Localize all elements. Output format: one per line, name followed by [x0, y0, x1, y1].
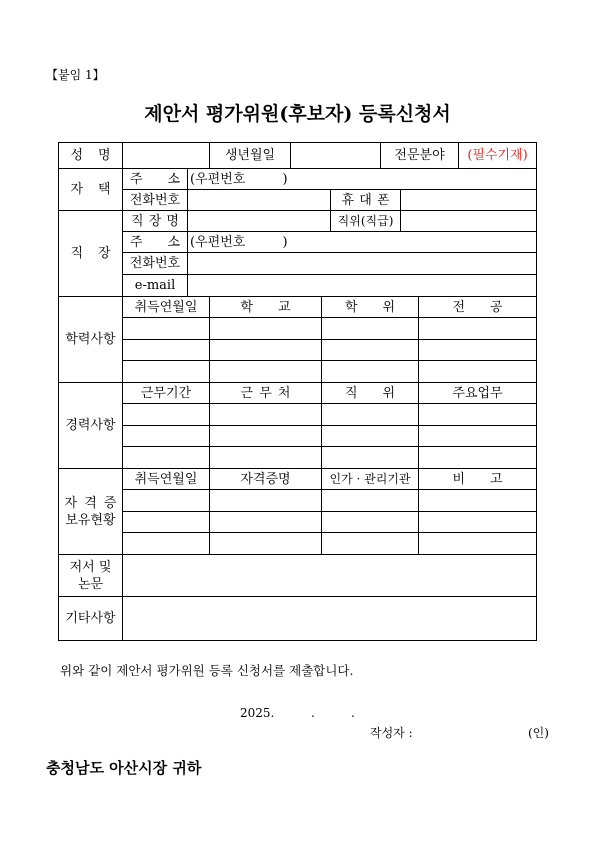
education-major-cell [419, 318, 537, 340]
education-label: 학력사항 [59, 297, 123, 383]
attachment-label: 【붙임 1】 [46, 68, 105, 82]
certificate-col-date: 취득연월일 [123, 469, 210, 490]
career-header-row [59, 383, 537, 404]
education-school-cell [210, 318, 322, 340]
certificate-name-cell [210, 533, 322, 555]
position-label: 직위(직급) [331, 211, 401, 232]
position-value-cell [401, 211, 537, 232]
certificate-date-cell [123, 490, 210, 512]
education-date-cell [123, 361, 210, 383]
certificate-row [59, 533, 537, 555]
other-label: 기타사항 [59, 597, 123, 641]
publications-label-line1: 저서 및 [69, 559, 112, 575]
career-col-duties: 주요업무 [419, 383, 537, 404]
certificate-authority-cell [322, 533, 419, 555]
date-month-mark: . [311, 706, 315, 720]
education-degree-cell [322, 340, 419, 361]
certificate-header-row [59, 469, 537, 490]
seal-label: (인) [528, 726, 549, 740]
birthdate-value-cell [291, 143, 381, 169]
education-col-major-cell [419, 297, 537, 318]
home-address-value: (우편번호 ) [188, 169, 537, 190]
work-address-value: (우편번호 ) [188, 232, 537, 253]
author-label: 작성자 : [370, 726, 413, 740]
home-label: 자 택 [70, 182, 111, 197]
education-degree-cell [322, 318, 419, 340]
specialty-label: 전문분야 [381, 143, 459, 169]
work-label: 직 장 [70, 246, 111, 261]
workplace-name-row [59, 211, 537, 232]
certificate-row [59, 490, 537, 512]
career-period-cell [123, 447, 210, 469]
home-address-row [59, 169, 537, 190]
certificate-authority-cell [322, 490, 419, 512]
home-address-label-cell [123, 169, 188, 190]
work-address-label-cell [123, 232, 188, 253]
mobile-value-cell [401, 190, 537, 211]
mobile-label: 휴 대 폰 [341, 192, 390, 208]
publications-row [59, 555, 537, 597]
education-degree-cell [322, 361, 419, 383]
certificate-name-cell [210, 490, 322, 512]
date-year: 2025. [240, 706, 275, 720]
work-email-row [59, 275, 537, 297]
career-position-cell [322, 426, 419, 447]
home-phone-value-cell [188, 190, 331, 211]
education-school-cell [210, 361, 322, 383]
certificate-date-cell [123, 533, 210, 555]
certificate-label-line1: 자 격 증 [64, 495, 117, 511]
education-major-cell [419, 340, 537, 361]
career-row [59, 404, 537, 426]
education-col-school: 학 교 [240, 299, 291, 315]
work-email-label: e-mail [123, 275, 188, 297]
career-position-cell [322, 404, 419, 426]
career-workplace-cell [210, 404, 322, 426]
education-major-cell [419, 361, 537, 383]
work-address-row [59, 232, 537, 253]
certificate-remarks-cell [419, 490, 537, 512]
career-col-workplace-cell [210, 383, 322, 404]
addressee: 충청남도 아산시장 귀하 [46, 759, 202, 777]
publications-label-line2: 논문 [77, 576, 104, 592]
home-phone-row [59, 190, 537, 211]
workplace-name-label-cell [123, 211, 188, 232]
education-col-degree: 학 위 [345, 299, 396, 315]
education-date-cell [123, 318, 210, 340]
career-workplace-cell [210, 447, 322, 469]
work-phone-value-cell [188, 253, 537, 275]
registration-form-table [58, 142, 537, 641]
career-col-workplace: 근 무 처 [240, 385, 291, 401]
education-col-major: 전 공 [452, 299, 503, 315]
home-address-label: 주 소 [130, 171, 180, 187]
certificate-col-name: 자격증명 [210, 469, 322, 490]
specialty-required-note: (필수기재) [459, 143, 537, 169]
career-workplace-cell [210, 426, 322, 447]
name-value-cell [123, 143, 210, 169]
career-duties-cell [419, 447, 537, 469]
other-row [59, 597, 537, 641]
basic-info-row [59, 143, 537, 169]
career-duties-cell [419, 426, 537, 447]
career-col-period: 근무기간 [123, 383, 210, 404]
mobile-label-cell [331, 190, 401, 211]
certificate-col-remarks: 비 고 [452, 471, 503, 487]
certificate-remarks-cell [419, 533, 537, 555]
name-label-cell [59, 143, 123, 169]
work-label-cell [59, 211, 123, 297]
education-col-date: 취득연월일 [123, 297, 210, 318]
submission-statement: 위와 같이 제안서 평가위원 등록 신청서를 제출합니다. [60, 663, 354, 678]
certificate-row [59, 512, 537, 533]
certificate-remarks-cell [419, 512, 537, 533]
work-address-label: 주 소 [130, 234, 180, 250]
education-row [59, 361, 537, 383]
work-phone-row [59, 253, 537, 275]
document-title: 제안서 평가위원(후보자) 등록신청서 [144, 103, 451, 125]
certificate-col-authority: 인가 · 관리기관 [322, 469, 419, 490]
certificate-label-cell [59, 469, 123, 555]
certificate-authority-cell [322, 512, 419, 533]
other-value-cell [123, 597, 537, 641]
work-phone-label: 전화번호 [123, 253, 188, 275]
education-row [59, 340, 537, 361]
career-position-cell [322, 447, 419, 469]
education-header-row [59, 297, 537, 318]
work-email-value-cell [188, 275, 537, 297]
certificate-name-cell [210, 512, 322, 533]
career-row [59, 426, 537, 447]
publications-value-cell [123, 555, 537, 597]
workplace-name-label: 직 장 명 [131, 213, 179, 229]
birthdate-label: 생년월일 [210, 143, 291, 169]
career-duties-cell [419, 404, 537, 426]
career-row [59, 447, 537, 469]
workplace-name-value-cell [188, 211, 331, 232]
certificate-date-cell [123, 512, 210, 533]
career-period-cell [123, 404, 210, 426]
education-col-degree-cell [322, 297, 419, 318]
education-col-school-cell [210, 297, 322, 318]
name-label: 성 명 [70, 148, 111, 163]
date-day-mark: . [351, 706, 355, 720]
publications-label-cell [59, 555, 123, 597]
certificate-col-remarks-cell [419, 469, 537, 490]
education-date-cell [123, 340, 210, 361]
education-row [59, 318, 537, 340]
career-period-cell [123, 426, 210, 447]
career-label: 경력사항 [59, 383, 123, 469]
career-col-position-cell [322, 383, 419, 404]
certificate-label-line2: 보유현황 [65, 512, 116, 528]
career-col-position: 직 위 [345, 385, 396, 401]
home-phone-label: 전화번호 [123, 190, 188, 211]
home-label-cell [59, 169, 123, 211]
education-school-cell [210, 340, 322, 361]
